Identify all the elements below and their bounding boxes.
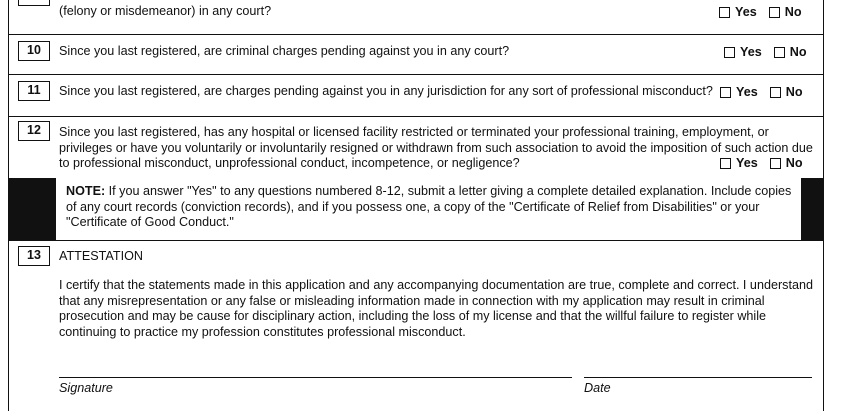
yes-label: Yes	[740, 45, 762, 59]
signature-label: Signature	[59, 381, 113, 395]
yes-checkbox[interactable]	[720, 87, 731, 98]
no-label: No	[785, 85, 803, 99]
question-number-9	[18, 0, 50, 6]
note-content	[56, 178, 801, 240]
note-line: of any court records (conviction records), and if you possess one, a copy of the "Certificate of Relief from Disabilities" or your	[66, 199, 760, 214]
signature-line[interactable]	[59, 377, 572, 378]
no-checkbox[interactable]	[769, 7, 780, 18]
note-line: If you answer "Yes" to any questions numbered 8-12, submit a letter giving a complete detailed explanation. Include copies	[105, 184, 792, 198]
attestation-line: I certify that the statements made in this application and any accompanying documentation are true, complete and correct. I understand	[59, 278, 813, 292]
question-number-11: 11	[18, 81, 50, 101]
question-11-answers	[720, 85, 803, 99]
question-11-text: Since you last registered, are charges pending against you in any jurisdiction for any sort of professional misconduct?	[59, 84, 713, 98]
yes-checkbox[interactable]	[719, 7, 730, 18]
question-12-line: privileges or have you voluntarily or involuntarily resigned or withdrawn from such association to avoid the imposition of such action due	[59, 140, 813, 155]
question-9-text: (felony or misdemeanor) in any court?	[59, 4, 272, 18]
question-10-text: Since you last registered, are criminal charges pending against you in any court?	[59, 44, 510, 58]
attestation-heading: ATTESTATION	[59, 249, 143, 263]
attestation-line: prosecution and may be cause for disciplinary action, including the loss of my license and that the willful failure to register while	[59, 309, 767, 323]
question-12-answers	[720, 156, 803, 170]
yes-label: Yes	[736, 156, 758, 170]
date-line[interactable]	[584, 377, 812, 378]
yes-checkbox[interactable]	[724, 47, 735, 58]
no-checkbox[interactable]	[770, 87, 781, 98]
question-number-10: 10	[18, 41, 50, 61]
note-label: NOTE:	[66, 184, 106, 198]
question-number-13: 13	[18, 246, 50, 266]
note-box	[8, 178, 824, 240]
attestation-line: continuing to practice my profession constitutes professional misconduct.	[59, 324, 466, 339]
date-label: Date	[584, 381, 611, 395]
yes-label: Yes	[736, 85, 758, 99]
no-label: No	[789, 45, 807, 59]
question-9-answers	[719, 5, 802, 19]
no-checkbox[interactable]	[770, 158, 781, 169]
attestation-text	[59, 278, 813, 340]
question-12-line: to professional misconduct, unprofessional conduct, incompetence, or negligence?	[59, 156, 520, 170]
no-checkbox[interactable]	[774, 47, 785, 58]
no-label: No	[784, 5, 802, 19]
question-10-answers	[724, 45, 807, 59]
no-label: No	[785, 156, 803, 170]
yes-checkbox[interactable]	[720, 158, 731, 169]
yes-label: Yes	[735, 5, 757, 19]
attestation-line: that any misrepresentation or any false or misleading information made in connection with my application may result in criminal	[59, 293, 765, 308]
question-12-text	[59, 125, 813, 172]
note-line: "Certificate of Good Conduct."	[66, 215, 234, 229]
question-number-12: 12	[18, 121, 50, 141]
question-12-line: Since you last registered, has any hospital or licensed facility restricted or terminated your professional training, employment, or	[59, 125, 769, 139]
